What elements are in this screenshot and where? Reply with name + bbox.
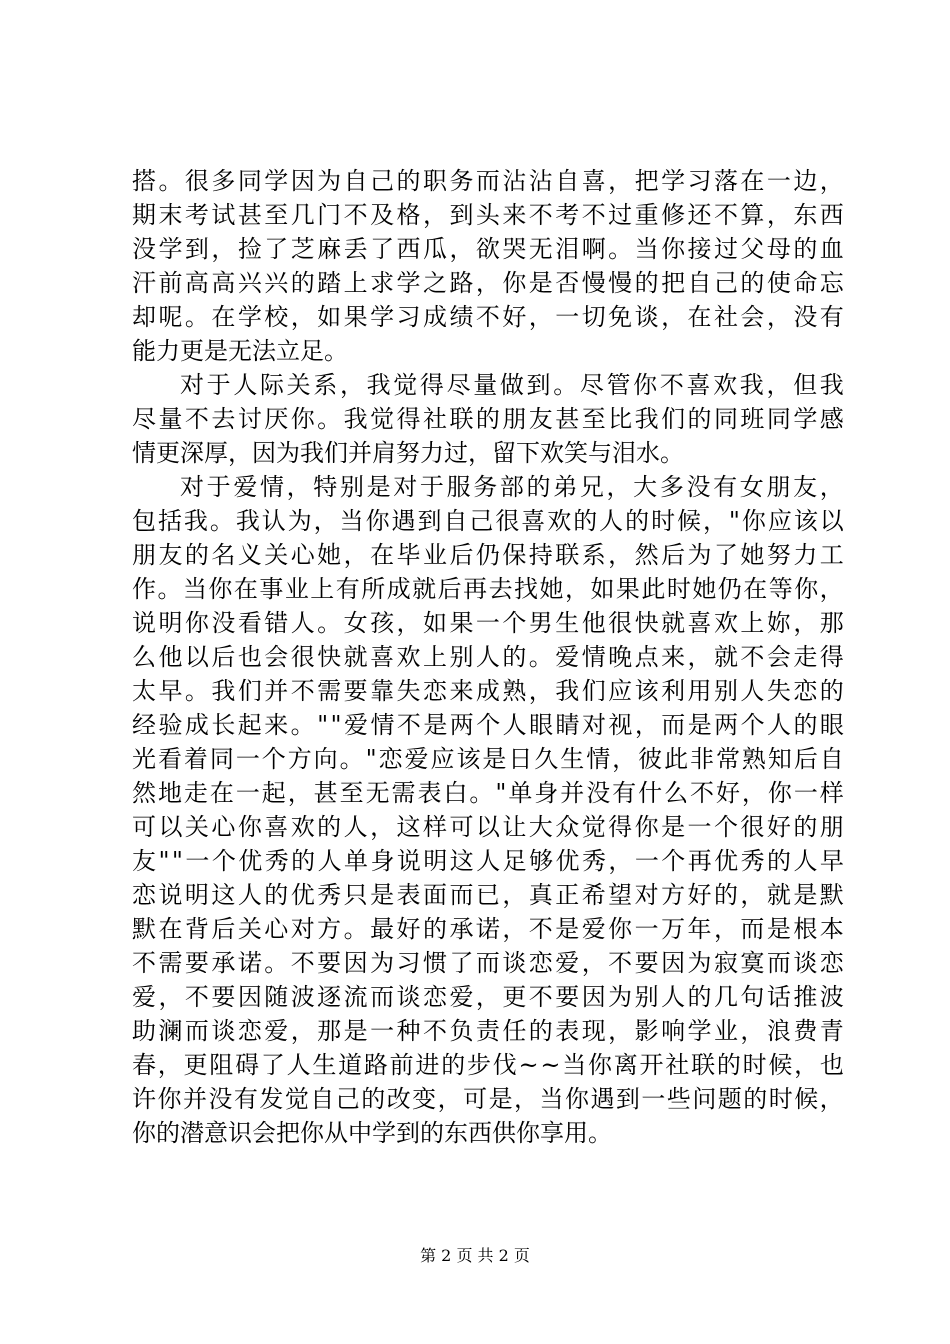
text-line: 友 " " 一 个 优 秀 的 人 单 身 说 明 这 人 足 够 优 秀 ， 一 个 再 优 秀 的 人 早	[132, 847, 844, 875]
text-line: 期 末 考 试 甚 至 几 门 不 及 格 ， 到 头 来 不 考 不 过 重 修 还 不 算 ， 东 西	[132, 201, 844, 229]
text-line: 然 地 走 在 一 起 ， 甚 至 无 需 表 白 。 " 单 身 并 没 有 什 么 不 好 ， 你 一 样	[132, 779, 844, 807]
text-line: 汗 前 高 高 兴 兴 的 踏 上 求 学 之 路 ， 你 是 否 慢 慢 的 把 自 己 的 使 命 忘	[132, 269, 844, 297]
text-line: 太 早 。 我 们 并 不 需 要 靠 失 恋 来 成 熟 ， 我 们 应 该 利 用 别 人 失 恋 的	[132, 677, 844, 705]
text-line: 爱 ， 不 要 因 随 波 逐 流 而 谈 恋 爱 ， 更 不 要 因 为 别 人 的 几 句 话 推 波	[132, 983, 844, 1011]
document-body	[132, 164, 844, 1150]
text-line: 经 验 成 长 起 来 。 " " 爱 情 不 是 两 个 人 眼 睛 对 视 ， 而 是 两 个 人 的 眼	[132, 711, 844, 739]
text-line: 说 明 你 没 看 错 人 。 女 孩 ， 如 果 一 个 男 生 他 很 快 就 喜 欢 上 妳 ， 那	[132, 609, 844, 637]
paragraph	[132, 368, 844, 470]
text-line: 没 学 到 ， 捡 了 芝 麻 丢 了 西 瓜 ， 欲 哭 无 泪 啊 。 当 你 接 过 父 母 的 血	[132, 235, 844, 263]
text-line: 能力更是无法立足。	[132, 337, 348, 365]
text-line: 默 在 背 后 关 心 对 方 。 最 好 的 承 诺 ， 不 是 爱 你 一 万 年 ， 而 是 根 本	[132, 915, 844, 943]
page-footer: 第 2 页 共 2 页	[420, 1246, 530, 1265]
paragraph	[132, 164, 844, 368]
text-line: 朋 友 的 名 义 关 心 她 ， 在 毕 业 后 仍 保 持 联 系 ， 然 后 为 了 她 努 力 工	[132, 541, 844, 569]
text-line: 光 看 着 同 一 个 方 向 。 " 恋 爱 应 该 是 日 久 生 情 ， 彼 此 非 常 熟 知 后 自	[132, 745, 844, 773]
text-line: 作 。 当 你 在 事 业 上 有 所 成 就 后 再 去 找 她 ， 如 果 此 时 她 仍 在 等 你 ，	[132, 575, 844, 603]
text-line: 却 呢 。 在 学 校 ， 如 果 学 习 成 绩 不 好 ， 一 切 免 谈 ， 在 社 会 ， 没 有	[132, 303, 844, 331]
text-line: 么 他 以 后 也 会 很 快 就 喜 欢 上 别 人 的 。 爱 情 晚 点 来 ， 就 不 会 走 得	[132, 643, 844, 671]
text-line: 情更深厚，因为我们并肩努力过，留下欢笑与泪水。	[132, 439, 684, 467]
text-line: 对 于 人 际 关 系 ， 我 觉 得 尽 量 做 到 。 尽 管 你 不 喜 欢 我 ， 但 我	[180, 371, 844, 399]
text-line: 许 你 并 没 有 发 觉 自 己 的 改 变 ， 可 是 ， 当 你 遇 到 一 些 问 题 的 时 候 ，	[132, 1085, 844, 1113]
text-line: 可 以 关 心 你 喜 欢 的 人 ， 这 样 可 以 让 大 众 觉 得 你 是 一 个 很 好 的 朋	[132, 813, 844, 841]
text-line: 尽 量 不 去 讨 厌 你 。 我 觉 得 社 联 的 朋 友 甚 至 比 我 们 的 同 班 同 学 感	[132, 405, 844, 433]
text-line: 包 括 我 。 我 认 为 ， 当 你 遇 到 自 己 很 喜 欢 的 人 的 时 候 ， " 你 应 该 以	[132, 507, 844, 535]
text-line: 你的潜意识会把你从中学到的东西供你享用。	[132, 1119, 612, 1147]
text-line: 搭 。 很 多 同 学 因 为 自 己 的 职 务 而 沾 沾 自 喜 ， 把 学 习 落 在 一 边 ，	[132, 167, 844, 195]
text-line: 对 于 爱 情 ， 特 别 是 对 于 服 务 部 的 弟 兄 ， 大 多 没 有 女 朋 友 ，	[180, 473, 844, 501]
paragraph	[132, 470, 844, 1150]
text-line: 不 需 要 承 诺 。 不 要 因 为 习 惯 了 而 谈 恋 爱 ， 不 要 因 为 寂 寞 而 谈 恋	[132, 949, 844, 977]
text-line: 恋 说 明 这 人 的 优 秀 只 是 表 面 而 已 ， 真 正 希 望 对 方 好 的 ， 就 是 默	[132, 881, 844, 909]
text-line: 助 澜 而 谈 恋 爱 ， 那 是 一 种 不 负 责 任 的 表 现 ， 影 响 学 业 ， 浪 费 青	[132, 1017, 844, 1045]
text-line: 春 ， 更 阻 碍 了 人 生 道 路 前 进 的 步 伐 ~ ~ 当 你 离 开 社 联 的 时 候 ， 也	[132, 1051, 844, 1079]
